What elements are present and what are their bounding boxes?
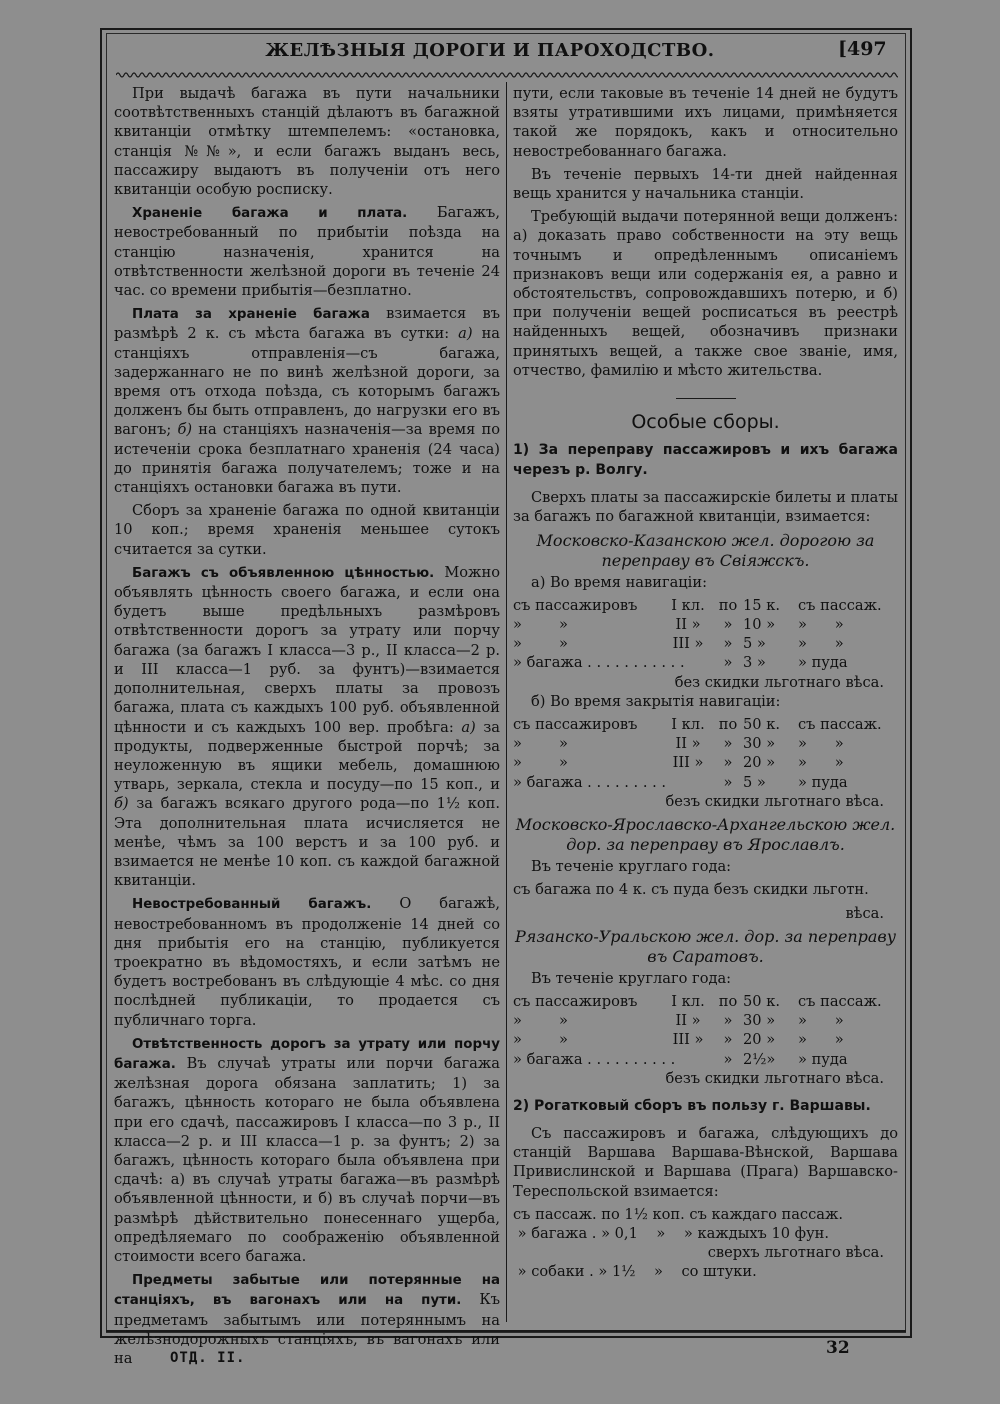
tariff-table — [513, 596, 898, 673]
tariff-table — [513, 992, 898, 1069]
paragraph-lead: Храненіе багажа и плата. — [132, 206, 408, 222]
tariff-cell: I кл. — [671, 596, 705, 614]
tariff-cell: 15 к. — [743, 596, 780, 614]
tariff-cell: » » — [798, 616, 844, 634]
tariff-note: без скидки льготнаго вѣса. — [674, 673, 884, 691]
tariff-row — [513, 596, 898, 615]
tariff-row — [513, 1030, 898, 1049]
tariff-table — [513, 715, 898, 792]
tariff-cell: 20 » — [743, 1031, 776, 1049]
tariff-cell: » багажа . . . . . . . . . . . — [513, 654, 685, 672]
tariff-cell: » » — [513, 754, 568, 772]
tariff-note: вѣса. — [845, 904, 884, 922]
right-column — [513, 84, 898, 1282]
paragraph: Невостребованный багажъ. О багажѣ, невостребованномъ въ продолженіе 14 дней со дня прибытія его на станцію, публикуется троекратно въ вѣдомостяхъ, и если затѣмъ не будетъ востребованъ въ слѣдующіе 4 мѣс. со дня послѣдней публикаціи, то продается съ публичнаго торга. — [114, 895, 500, 1029]
tariff-cell: 5 » — [743, 635, 766, 653]
tariff-cell: I кл. — [671, 716, 705, 734]
paragraph-lead: Невостребованный багажъ. — [132, 897, 372, 913]
paragraph: Багажъ съ объявленною цѣнностью. Можно объявлять цѣнность своего багажа, и если она будетъ выше предѣльныхъ размѣровъ отвѣтственности дорогъ за утрату или порчу багажа (за багажъ I класса—3 р., II класса—2 р. и III класса—1 руб. за фунтъ)—взимается дополнительная, сверхъ платы за провозъ багажа, плата съ каждыхъ 100 руб. объявленной цѣнности и съ каждыхъ 100 вер. пробѣга: а) за продукты, подверженные быстрой порчѣ; за неуложенную въ ящики мебель, домашнюю утварь, зеркала, стекла и посуду—по 15 коп., и б) за багажъ всякаго другого рода—по 1½ коп. Эта дополнительная плата исчисляется не менѣе, чѣмъ за 100 верстъ и за 100 руб. и взимается не менѣе 10 коп. съ каждой багажной квитанціи. — [114, 563, 500, 890]
tariff-cell: съ пассажировъ — [513, 716, 638, 734]
tariff-row — [513, 734, 898, 753]
tariff-row — [513, 615, 898, 634]
tariff-cell: 3 » — [743, 654, 766, 672]
tariff-cell — [663, 653, 713, 672]
paragraph: Храненіе багажа и плата. Багажъ, невостребованный по прибытіи поѣзда на станцію назначенія, хранится на отвѣтственности желѣзной дороги въ теченіе 24 час. со времени прибытія—безплатно. — [114, 204, 500, 300]
tariff-cell: 30 » — [743, 1012, 776, 1030]
tariff-cell: » пуда — [798, 773, 848, 791]
tariff-cell: III » — [672, 754, 704, 772]
section-divider — [676, 398, 736, 399]
tariff-cell: » — [723, 735, 733, 753]
tariff-row — [513, 773, 898, 792]
tariff-cell: » » — [513, 735, 568, 753]
paragraph: Въ теченіе первыхъ 14-ти дней найденная вещь хранится у начальника станціи. — [513, 165, 898, 203]
paragraph: Плата за храненіе багажа взимается въ размѣрѣ 2 к. съ мѣста багажа въ сутки: а) на станціяхъ отправленія—съ багажа, задержаннаго не по винѣ желѣзной дороги, за время отъ отхода поѣзда, съ которымъ багажъ долженъ бы быть отправленъ, до нагрузки его въ вагонъ; б) на станціяхъ назначенія—за время по истеченіи срока безплатнаго храненія (24 часа) до принятія багажа получателемъ; тоже и на станціяхъ остановки багажа въ пути. — [114, 305, 501, 497]
tariff-subheading: б) Во время закрытія навигаціи: — [531, 692, 781, 710]
tariff-cell: съ пассаж. — [798, 992, 882, 1010]
tariff-row — [513, 1011, 898, 1030]
tariff-cell: » — [723, 773, 733, 791]
paragraph: Сборъ за храненіе багажа по одной квитанціи 10 коп.; время храненія меньшее сутокъ считается за сутки. — [114, 502, 500, 558]
tariff-note: сверхъ льготнаго вѣса. — [707, 1244, 884, 1262]
tariff-cell: » » — [798, 1031, 844, 1049]
tariff-line: » собаки . » 1½ » со штуки. — [513, 1263, 757, 1281]
column-divider — [506, 82, 507, 1322]
tariff-cell: » » — [798, 1012, 844, 1030]
subsection-heading: 1) За переправу пассажировъ и ихъ багажа черезъ р. Волгу. — [513, 442, 898, 479]
section-label: ОТД. II. — [170, 1350, 246, 1366]
tariff-cell: I кл. — [671, 992, 705, 1010]
tariff-cell: » » — [798, 635, 844, 653]
tariff-cell: » пуда — [798, 654, 848, 672]
folio-number: 32 — [826, 1338, 850, 1358]
tariff-cell: 2½» — [743, 1050, 776, 1068]
tariff-cell: » » — [798, 754, 844, 772]
tariff-cell: 20 » — [743, 754, 776, 772]
tariff-cell: » » — [513, 1012, 568, 1030]
tariff-cell: » — [723, 754, 733, 772]
tariff-cell: по — [718, 596, 738, 614]
paragraph: Сверхъ платы за пассажирскіе билеты и платы за багажъ по багажной квитанціи, взимается: — [513, 489, 898, 526]
tariff-note: безъ скидки льготнаго вѣса. — [665, 1069, 884, 1087]
tariff-cell: » » — [513, 1031, 568, 1049]
header-wavy-rule — [116, 70, 898, 80]
tariff-cell: » » — [798, 735, 844, 753]
tariff-cell: съ пассаж. — [798, 596, 882, 614]
paragraph: пути, если таковые въ теченіе 14 дней не будутъ взяты утратившими ихъ лицами, примѣняется такой же порядокъ, какъ и относительно невостребованнаго багажа. — [513, 85, 898, 160]
tariff-line: съ пассаж. по 1½ коп. съ каждаго пассаж. — [513, 1205, 844, 1223]
tariff-cell: » багажа . . . . . . . . . . — [513, 1050, 676, 1068]
tariff-cell: » » — [513, 635, 568, 653]
tariff-cell: » — [723, 1012, 733, 1030]
tariff-cell: 10 » — [743, 616, 776, 634]
tariff-cell: » багажа . . . . . . . . . — [513, 773, 667, 791]
tariff-line: Въ теченіе круглаго года: — [531, 969, 732, 987]
paragraph-lead: Предметы забытые или потерянные на станціяхъ, въ вагонахъ или на пути. — [114, 1273, 500, 1309]
tariff-row — [513, 753, 898, 772]
tariff-subheading: а) Во время навигаціи: — [531, 573, 707, 591]
tariff-cell: III » — [672, 635, 704, 653]
tariff-cell: » — [723, 1050, 733, 1068]
tariff-cell: 30 » — [743, 735, 776, 753]
tariff-cell: II » — [675, 1012, 701, 1030]
tariff-line: » багажа . » 0,1 » » каждыхъ 10 фун. — [513, 1224, 830, 1242]
tariff-cell: съ пассаж. — [798, 716, 882, 734]
tariff-cell: съ пассажировъ — [513, 992, 638, 1010]
paragraph-lead: Отвѣтственность дорогъ за утрату или порчу багажа. — [114, 1036, 500, 1072]
paragraph: Отвѣтственность дорогъ за утрату или порчу багажа. Въ случаѣ утраты или порчи багажа желѣзная дорога обязана заплатить; 1) за багажъ, цѣнность котораго не была объявлена при его сдачѣ, пассажировъ I класса—по 3 р., II класса—2 р. и III класса—1 р. за фунтъ; 2) за багажъ, цѣнность котораго была объявлена при сдачѣ: а) въ случаѣ утраты багажа—въ размѣрѣ объявленной цѣнности, и б) въ случаѣ порчи—въ размѣрѣ дѣйствительно понесеннаго ущерба, опредѣляемаго по соображенію объявленной стоимости всего багажа. — [114, 1036, 500, 1265]
tariff-row — [513, 992, 898, 1011]
tariff-cell: II » — [675, 616, 701, 634]
paragraph: Съ пассажировъ и багажа, слѣдующихъ до станцій Варшава Варшава-Вѣнской, Варшава Привислинской и Варшава (Прага) Варшавско-Тереспольской взимается: — [513, 1124, 898, 1200]
tariff-note: безъ скидки льготнаго вѣса. — [665, 792, 884, 810]
subsection-heading: 2) Рогатковый сборъ въ пользу г. Варшавы. — [513, 1097, 871, 1114]
running-title: ЖЕЛѢЗНЫЯ ДОРОГИ И ПАРОХОДСТВО. — [265, 40, 715, 61]
tariff-cell: » пуда — [798, 1050, 848, 1068]
tariff-cell: » — [723, 616, 733, 634]
section-heading: Особые сборы. — [631, 411, 780, 434]
railway-heading: Московско-Ярославско-Архангельскою жел. дор. за переправу въ Ярославлъ. — [515, 815, 896, 855]
tariff-cell: по — [718, 992, 738, 1010]
tariff-cell: по — [718, 716, 738, 734]
page-number: [497 — [838, 38, 887, 60]
tariff-cell — [663, 1050, 713, 1069]
paragraph: При выдачѣ багажа въ пути начальники соотвѣтственныхъ станцій дѣлаютъ въ багажной квитанціи отмѣтку штемпелемъ: «остановка, станція №№», и если багажъ выданъ весь, пассажиру выдаютъ въ полученіи отъ него квитанціи особую росписку. — [114, 85, 500, 199]
tariff-cell — [663, 773, 713, 792]
tariff-cell: II » — [675, 735, 701, 753]
tariff-row — [513, 653, 898, 672]
railway-heading: Рязанско-Уральскою жел. дор. за переправу въ Саратовъ. — [515, 926, 896, 966]
paragraph-lead: Багажъ съ объявленною цѣнностью. — [132, 565, 435, 581]
tariff-line: Въ теченіе круглаго года: — [531, 858, 732, 876]
tariff-cell: 5 » — [743, 773, 766, 791]
tariff-cell: III » — [672, 1031, 704, 1049]
tariff-cell: » — [723, 1031, 733, 1049]
tariff-line: съ багажа по 4 к. съ пуда безъ скидки льготн. — [513, 881, 869, 899]
tariff-cell: » » — [513, 616, 568, 634]
tariff-cell: » — [723, 635, 733, 653]
left-column — [114, 84, 500, 1372]
tariff-cell: 50 к. — [743, 716, 780, 734]
tariff-row — [513, 715, 898, 734]
railway-heading: Московско-Казанскою жел. дорогою за переправу въ Свіяжскъ. — [536, 530, 875, 570]
paragraph: Предметы забытые или потерянные на станціяхъ, въ вагонахъ или на пути. Къ предметамъ забытымъ или потеряннымъ на желѣзнодорожныхъ станціяхъ, въ вагонахъ или на — [114, 1273, 501, 1367]
tariff-row — [513, 1050, 898, 1069]
paragraph: Требующій выдачи потерянной вещи долженъ: а) доказать право собственности на эту вещь точнымъ и опредѣленнымъ описаніемъ признаковъ вещи или содержанія ея, а равно и обстоятельствъ, сопровождавшихъ потерю, и б) при полученіи вещей росписаться въ реестрѣ найденныхъ вещей, обозначивъ признаки принятыхъ вещей, а также свое званіе, имя, отчество, фамилію и мѣсто жительства. — [513, 208, 898, 379]
tariff-cell: съ пассажировъ — [513, 596, 638, 614]
tariff-cell: 50 к. — [743, 992, 780, 1010]
tariff-cell: » — [723, 654, 733, 672]
paragraph-lead: Плата за храненіе багажа — [132, 307, 370, 323]
tariff-row — [513, 634, 898, 653]
